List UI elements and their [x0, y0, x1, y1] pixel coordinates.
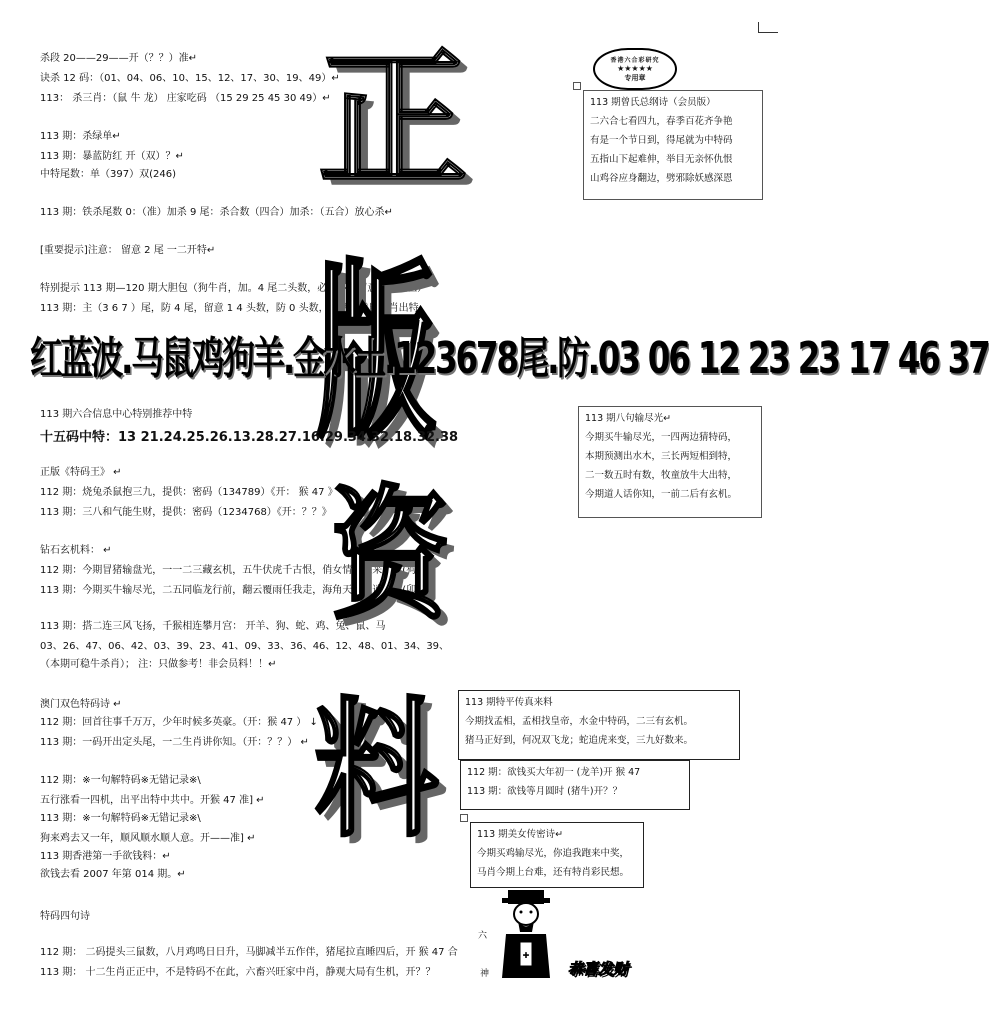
poem-line: 今期道人话你知，一前二后有玄机。: [585, 489, 738, 500]
seal-top-text: 香港六合彩研究: [610, 57, 660, 64]
deco-char-zheng: 正: [318, 32, 469, 208]
poem-line: 马肖今期上台难，还有特肖彩民想。: [477, 867, 630, 878]
poem-box-zeng: [583, 90, 763, 200]
body-line: 狗来鸡去又一年，顺风顺水顺人意。开——准] ↵: [40, 833, 256, 844]
deco-char-ban: 版: [316, 240, 436, 466]
poem-line: 今期买鸡输尽光，你追我跑来中奖，: [477, 848, 630, 859]
seal-stamp: [593, 48, 677, 90]
poem-line: 山鸡谷应身翻边，劈邪除妖感深恩: [590, 173, 733, 184]
body-line: 钻石玄机料： ↵: [40, 545, 112, 556]
body-line: 113 期：搭二连三风飞扬，千猴相连攀月宫： 开羊、狗、蛇、鸡、兔、鼠、马: [40, 621, 386, 632]
poem-line: 猪马正好到，何况双飞龙；蛇追虎来变，三九好数来。: [465, 735, 694, 746]
body-line: 中特尾数：单（397）双(246): [40, 169, 176, 180]
corner-rule-vertical: [758, 22, 759, 32]
body-line: 03、26、47、06、42、03、39、23、41、09、33、36、46、12、48、01、34、39、: [40, 641, 450, 652]
poem-line: 有是一个节日到，得尾就为中特码: [590, 135, 733, 146]
poem-box-fax: [458, 690, 740, 760]
poem-box-beauty: [470, 822, 644, 888]
body-line: 正版《特码王》 ↵: [40, 467, 122, 478]
body-line: 诀杀 12 码：（01、04、06、10、15、12、17、30、19、49）↵: [40, 73, 340, 84]
box-handle: [460, 814, 468, 822]
body-line: 113 期：※一句解特码※无错记录※\: [40, 813, 201, 824]
poem-box-title: 113 期美女传密诗↵: [477, 829, 564, 840]
body-line: 113 期：三八和气能生财，提供：密码（1234768）《开：？？》: [40, 507, 332, 518]
body-line: 112 期：烧兔杀鼠抱三九，提供：密码（134789）《开： 猴 47 》: [40, 487, 338, 498]
body-line: 113 期：今期买牛输尽光，二五同临龙行前，翻云覆雨任我走，海角天涯由逍遥。(卯): [40, 585, 421, 596]
seal-stars: ★★★★★: [617, 64, 653, 73]
caishen-banner: 恭喜发财: [568, 960, 629, 978]
body-line: （本期可稳牛杀肖）； 注：只做参考！非会员料！！↵: [40, 659, 277, 670]
poem-box-title: 113 期特平传真来料: [465, 697, 553, 708]
label-shen: 神: [480, 969, 490, 979]
poem-box-title: 113 期八句输尽光↵: [585, 413, 672, 424]
poem-line: 二六合七看四九，春季百花齐争艳: [590, 116, 733, 127]
body-line: 欲钱去看 2007 年第 014 期。↵: [40, 869, 186, 880]
body-line: 112 期： 二码提头三鼠数，八月鸡鸣日日升，马脚减半五作伴，猪尾拉直睡四后，开 猴 47 合: [40, 947, 458, 958]
body-line: 113 期：杀绿单↵: [40, 131, 121, 142]
body-line: 113 期六合信息中心特别推荐中特: [40, 409, 193, 420]
body-line: 特别提示 113 期—120 期大胆包（狗牛肖，加。4 尾二头数，必开多期留意六合数值）: [40, 283, 428, 294]
body-line: 113 期： 十二生肖正正中，不是特码不在此，六畜兴旺家中肖，静观大局有生机，开？？: [40, 967, 436, 978]
label-liu: 六: [478, 931, 488, 941]
deco-char-liao: 料: [314, 682, 439, 858]
poem-line: 今期找孟相，孟相找皇帝，水金中特码，二三有玄机。: [465, 716, 694, 727]
svg-text:✚: ✚: [522, 951, 530, 960]
poem-box-money: [460, 760, 690, 810]
headline: 红蓝波.马鼠鸡狗羊.金水土.123678尾.防.03 06 12 23 23 17 46 37: [30, 333, 989, 384]
special-line: 十五码中特：13 21.24.25.26.13.28.27.16.29.34.32.18.32.38: [40, 430, 459, 445]
body-line: 澳门双色特码诗 ↵: [40, 699, 122, 710]
poem-line: 113 期：欲钱等月圆时 (猪牛)开？？: [467, 786, 623, 797]
body-line: 112 期：回首往事千万万，少年时候多英豪。（开：猴 47 ） ↓: [40, 717, 318, 728]
corner-rule: [758, 32, 778, 33]
body-line: 特码四句诗: [40, 911, 90, 922]
poem-line: 本期预测出水木，三长两短相到特，: [585, 451, 738, 462]
body-line: 113： 杀三肖：（鼠 牛 龙） 庄家吃码 （15 29 25 45 30 49）↵: [40, 93, 331, 104]
body-line: 五行涨看一四机，出平出特中共中。开猴 47 准] ↵: [40, 795, 265, 806]
body-line: 杀段 20——29——开（？？）准↵: [40, 53, 198, 64]
body-line: 113 期：一码开出定头尾，一二生肖讲你知。（开：？？） ↵: [40, 737, 309, 748]
body-line: 113 期：暴蓝防红 开（双）？↵: [40, 151, 184, 162]
poem-line: 112 期：欲钱买大年初一 (龙羊)开 猴 47: [467, 767, 641, 778]
body-line: 112 期：※一句解特码※无错记录※\: [40, 775, 201, 786]
poem-box-eight: [578, 406, 762, 518]
poem-line: 五指山下起难伸，举目无亲怀仇恨: [590, 154, 733, 165]
poem-line: 今期买牛输尽光，一四两边猜特码，: [585, 432, 738, 443]
body-line: 113 期：主（3 6 7 ）尾，防 4 尾，留意 1 4 头数，防 0 头数，今期留意鼠牛肖出特: [40, 303, 419, 314]
fortune-god-illustration: [498, 888, 554, 980]
body-line: 113 期：铁杀尾数 0：（准）加杀 9 尾：杀合数（四合）加杀：（五合）放心杀↵: [40, 207, 393, 218]
deco-char-zi: 资: [330, 470, 450, 640]
poem-line: 二一数五时有数，牧童放牛大出特，: [585, 470, 738, 481]
body-line: [重要提示]注意： 留意 2 尾 一二开特↵: [40, 245, 216, 256]
body-line: 112 期：今期冒猪输盘光，一一二三藏玄机，五牛伏虎千古恨，俏女情猪怨来吗。(狗)↵: [40, 565, 429, 576]
body-line: 113 期香港第一手欲钱料：↵: [40, 851, 171, 862]
poem-box-title: 113 期曾氏总纲诗（会员版）: [590, 97, 716, 108]
box-handle: [573, 82, 581, 90]
seal-bottom-text: 专用章: [624, 74, 646, 82]
